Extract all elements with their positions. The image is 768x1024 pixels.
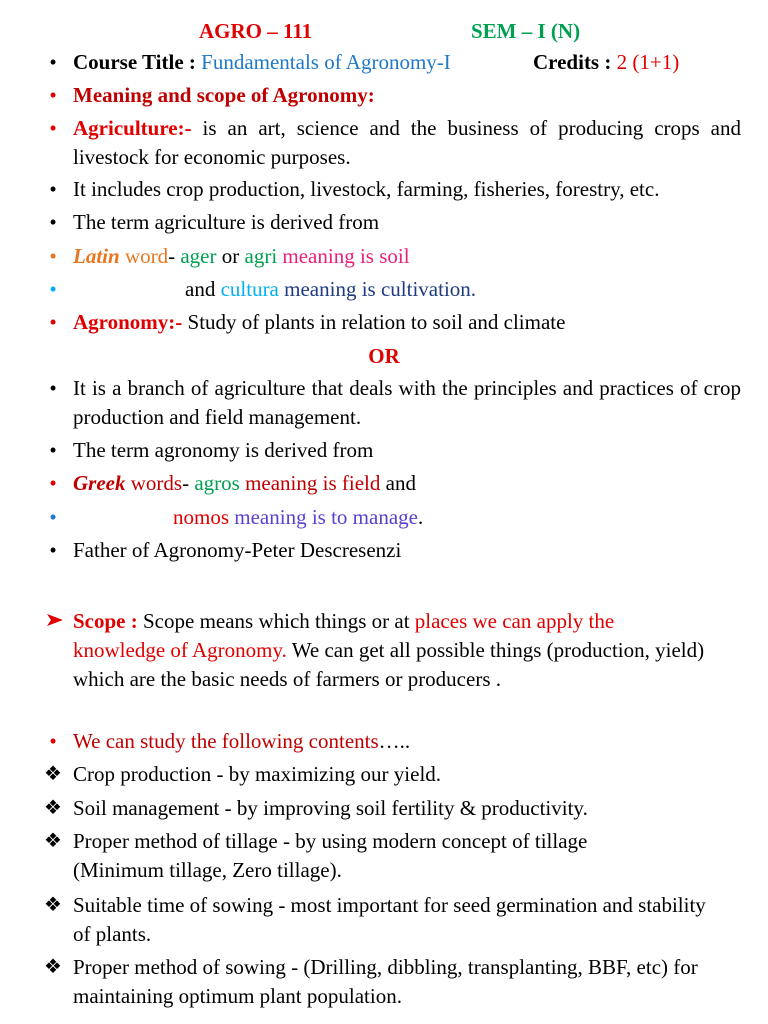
course-title-line (73, 48, 768, 77)
bullet-icon: • (49, 50, 57, 74)
course-code: AGRO – 111 (199, 19, 313, 43)
or-separator: OR (368, 344, 400, 368)
credits-value: 2 (1+1) (616, 50, 680, 74)
bullet-icon: • (49, 438, 57, 462)
bullet-icon: • (49, 538, 57, 562)
study-contents-line: We can study the following contents….. (73, 729, 411, 753)
diamond-bullet-icon: ❖ (44, 956, 62, 978)
semester: SEM – I (N) (471, 19, 581, 43)
content-item: Proper method of tillage - by using modern concept of tillage (Minimum tillage, Zero tillage). (73, 829, 588, 882)
includes-text: It includes crop production, livestock, farming, fisheries, forestry, etc. (73, 177, 660, 201)
diamond-bullet-icon: ❖ (44, 830, 62, 852)
course-title-label: Course Title : (73, 50, 202, 74)
bullet-icon: • (49, 729, 57, 753)
diamond-bullet-icon: ❖ (44, 763, 62, 785)
arrow-bullet-icon (46, 613, 64, 627)
bullet-icon: • (49, 310, 57, 334)
bullet-icon: • (49, 376, 57, 400)
diamond-bullet-icon: ❖ (44, 894, 62, 916)
bullet-icon: • (49, 116, 57, 140)
bullet-icon: • (49, 210, 57, 234)
agriculture-def: is an art, science and the business of producing crops and livestock for economic purposes. (73, 116, 741, 169)
bullet-icon: • (49, 277, 57, 301)
bullet-icon: • (49, 471, 57, 495)
cultura-line: and cultura meaning is cultivation. (185, 277, 477, 301)
content-item: Soil management - by improving soil fertility & productivity. (73, 796, 588, 820)
content-item: Proper method of sowing - (Drilling, dibbling, transplanting, BBF, etc) for maintaining optimum plant population. (73, 955, 698, 1008)
meaning-heading: Meaning and scope of Agronomy: (73, 83, 375, 107)
agronomy-definition: Agronomy:- Study of plants in relation to soil and climate (73, 310, 566, 334)
agriculture-term: Agriculture:- (73, 116, 192, 140)
course-title: Fundamentals of Agronomy-I (201, 50, 451, 74)
derived-agronomy: The term agronomy is derived from (73, 438, 374, 462)
bullet-icon: • (49, 177, 57, 201)
father-of-agronomy: Father of Agronomy-Peter Descresenzi (73, 538, 402, 562)
scope-paragraph: Scope : Scope means which things or at places we can apply the knowledge of Agronomy. We can get all possible things (production, yield) which are the basic needs of farmers or producers . (73, 609, 705, 691)
agriculture-definition (73, 114, 741, 172)
bullet-icon: • (49, 505, 57, 529)
greek-line: Greek words- agros meaning is field and (73, 471, 416, 495)
credits-label: Credits : (533, 50, 617, 74)
diamond-bullet-icon: ❖ (44, 797, 62, 819)
bullet-icon: • (49, 83, 57, 107)
branch-text: It is a branch of agriculture that deals with the principles and practices of crop production and field management. (73, 376, 741, 429)
latin-line: Latin word- ager or agri meaning is soil (73, 244, 410, 268)
nomos-line: nomos meaning is to manage. (173, 505, 424, 529)
content-item: Suitable time of sowing - most important for seed germination and stability of plants. (73, 893, 706, 946)
derived-agriculture: The term agriculture is derived from (73, 210, 380, 234)
bullet-icon: • (49, 244, 57, 268)
content-item: Crop production - by maximizing our yield. (73, 762, 442, 786)
